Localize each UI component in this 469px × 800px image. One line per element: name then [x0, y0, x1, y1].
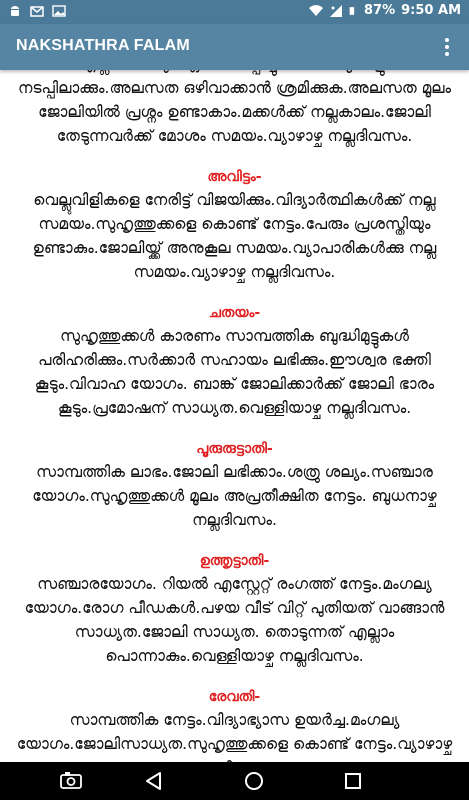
- star-name: പൂരുരുട്ടാതി-: [196, 441, 273, 457]
- app-bar: [0, 24, 469, 70]
- wifi-icon: [309, 4, 323, 18]
- gmail-icon: [30, 4, 44, 18]
- forecast-list: [0, 52, 469, 780]
- forecast-section: [0, 302, 469, 420]
- screenshot-icon[interactable]: [60, 770, 82, 792]
- android-icon: [8, 4, 22, 18]
- battery-icon: [349, 4, 358, 18]
- forecast-text: നടപ്പിലാക്കും.അലസത ഒഴിവാക്കാൻ ശ്രമിക്കുക.അലസത മൂലം ജോലിയിൽ പ്രശ്നം ഉണ്ടാകാം.മക്കൾക്ക് നല്ലകാലം.ജോലി തേടുന്നവർക്ക് മോശം സമയം.വ്യാഴാഴ്ച നല്ലദിവസം.: [17, 79, 452, 145]
- forecast-text: സാമ്പത്തിക നേട്ടം.വിദ്യാഭ്യാസ ഉയർച്ച.മംഗല്യ യോഗം.ജോലിസാധ്യത.സുഹൃത്തുക്കളെ കൊണ്ട് നേട്ടം.വ്യാഴാഴ്ച: [16, 711, 453, 753]
- overflow-menu-icon[interactable]: [437, 35, 457, 59]
- forecast-text: വെല്ലുവിളികളെ നേരിട്ട് വിജയിക്കും.വിദ്യാർത്ഥികൾക്ക് നല്ല സമയം.സുഹൃത്തുക്കളെ കൊണ്ട് നേട്ടം.പേരും പ്രശസ്തിയും ഉണ്ടാകും.ജോലിയ്ക്ക് അനുകൂല സമയം.വ്യാപാരികൾക്കു നല്ല സമയം.വ്യാഴാഴ്ച നല്ലദിവസം.: [32, 191, 437, 281]
- recents-icon[interactable]: [342, 770, 364, 792]
- signal-icon: [329, 4, 343, 18]
- star-name: ഉത്തൃട്ടാതി-: [199, 553, 270, 569]
- battery-percentage: 87%: [364, 3, 396, 18]
- forecast-section: [0, 166, 469, 284]
- system-icons: [309, 3, 461, 18]
- forecast-section: [0, 550, 469, 668]
- notification-icons: [8, 4, 66, 18]
- content-scroll[interactable]: [0, 70, 469, 762]
- app-title: NAKSHATHRA FALAM: [16, 37, 190, 54]
- star-name: രേവതി-: [208, 689, 261, 705]
- forecast-text: സുഹൃത്തുക്കൾ കാരണം സാമ്പത്തിക ബുദ്ധിമുട്ടുകൾ പരിഹരിക്കും.സർക്കാർ സഹായം ലഭിക്കും.ഈശ്വര ഭക്തി കൂടും.വിവാഹ യോഗം. ബാങ്ക് ജോലിക്കാർക്ക് ജോലി ഭാരം കൂടും.പ്രമോഷന് സാധ്യത.വെള്ളിയാഴ്ച നല്ലദിവസം.: [34, 327, 435, 417]
- forecast-section: [0, 438, 469, 532]
- star-name: ചതയം-: [208, 305, 261, 321]
- navigation-bar: [0, 762, 469, 800]
- forecast-text: സാമ്പത്തിക ലാഭം.ജോലി ലഭിക്കാം.ശത്രു ശല്യം.സഞ്ചാര യോഗം.സുഹൃത്തുക്കൾ മൂലം അപ്രതീക്ഷിത നേട്ടം. ബുധനാഴ്ച നല്ലദിവസം.: [32, 463, 437, 529]
- picture-icon: [52, 4, 66, 18]
- status-bar: [0, 0, 469, 24]
- back-icon[interactable]: [143, 770, 165, 792]
- star-name: അവിട്ടം-: [207, 169, 262, 185]
- status-time: 9:50 AM: [401, 3, 461, 18]
- home-icon[interactable]: [243, 770, 265, 792]
- forecast-text: സഞ്ചാരയോഗം. റിയൽ എസ്റ്റേറ്റ് രംഗത്ത് നേട്ടം.മംഗല്യ യോഗം.രോഗ പീഡകൾ.പഴയ വീട് വിറ്റ് പുതിയത് വാങ്ങാൻ സാധ്യത.ജോലി സാധ്യത. തൊടുന്നത് എല്ലാം പൊന്നാകും.വെള്ളിയാഴ്ച നല്ലദിവസം.: [24, 575, 445, 665]
